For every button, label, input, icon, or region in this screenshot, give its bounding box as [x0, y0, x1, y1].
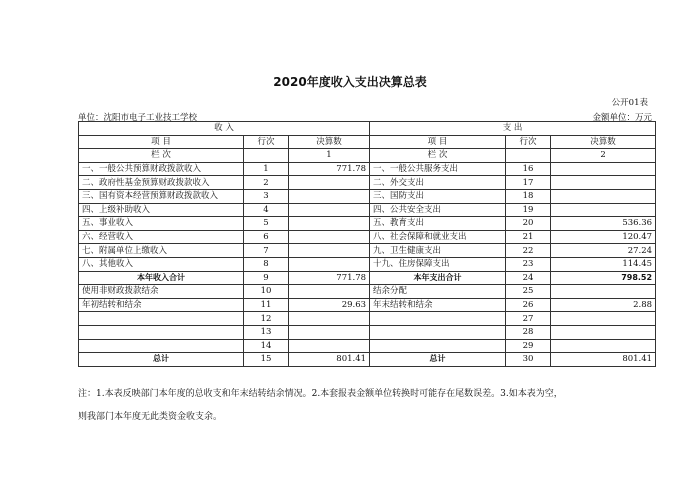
form-number: 公开01表 [611, 98, 648, 108]
income-item-cell: 三、国有资本经营预算财政拨款收入 [79, 189, 244, 203]
footnote-line-2: 则我部门本年度无此类资金收支余。 [78, 412, 223, 422]
expense-line-cell: 16 [506, 162, 551, 176]
expense-item-cell: 十九、住房保障支出 [370, 257, 506, 271]
income-item-cell: 七、附属单位上缴收入 [79, 244, 244, 258]
expense-line-cell: 20 [506, 217, 551, 231]
income-amount-cell: 771.78 [289, 271, 370, 285]
income-amount-cell: 29.63 [289, 298, 370, 312]
expense-amount-cell: 798.52 [551, 271, 656, 285]
expense-amount-cell: 536.36 [551, 217, 656, 231]
expense-line-cell: 23 [506, 257, 551, 271]
income-amount-cell: 801.41 [289, 353, 370, 367]
expense-line-cell: 22 [506, 244, 551, 258]
income-line-cell: 13 [244, 325, 289, 339]
expense-item-header: 项 目 [370, 135, 506, 149]
income-item-cell: 二、政府性基金预算财政拨款收入 [79, 176, 244, 190]
expense-amount-cell: 114.45 [551, 257, 656, 271]
footnote-line-1: 注：1.本表反映部门本年度的总收支和年末结转结余情况。2.本套报表金额单位转换时可能存在尾数误差。3.如本表为空， [78, 389, 563, 399]
income-amount-cell [289, 189, 370, 203]
income-header: 收 入 [79, 122, 370, 136]
expense-line-cell: 27 [506, 312, 551, 326]
expense-item-cell: 总计 [370, 353, 506, 367]
table-row [79, 189, 656, 203]
income-line-cell: 15 [244, 353, 289, 367]
income-amount-cell [289, 257, 370, 271]
income-line-cell: 1 [244, 162, 289, 176]
income-item-cell: 使用非财政拨款结余 [79, 285, 244, 299]
expense-item-cell: 五、教育支出 [370, 217, 506, 231]
income-line-cell: 12 [244, 312, 289, 326]
header-row-sections [79, 122, 656, 136]
expense-item-cell: 年末结转和结余 [370, 298, 506, 312]
income-line-cell: 14 [244, 339, 289, 353]
income-line-cell: 5 [244, 217, 289, 231]
table-row [79, 230, 656, 244]
income-amount-cell [289, 176, 370, 190]
income-amount-cell: 771.78 [289, 162, 370, 176]
income-item-cell [79, 325, 244, 339]
expense-item-cell: 九、卫生健康支出 [370, 244, 506, 258]
income-item-cell: 五、事业收入 [79, 217, 244, 231]
column-index-row [79, 149, 656, 163]
income-item-cell: 本年收入合计 [79, 271, 244, 285]
expense-line-cell: 17 [506, 176, 551, 190]
table-row [79, 298, 656, 312]
income-item-cell [79, 312, 244, 326]
reporting-unit: 单位：沈阳市电子工业技工学校 [78, 113, 198, 123]
expense-amount-cell: 801.41 [551, 353, 656, 367]
income-item-header: 项 目 [79, 135, 244, 149]
income-amount-cell [289, 217, 370, 231]
income-line-cell: 3 [244, 189, 289, 203]
income-line-cell: 10 [244, 285, 289, 299]
income-amount-cell [289, 339, 370, 353]
table-row [79, 325, 656, 339]
income-amount-cell [289, 244, 370, 258]
income-amount-header: 决算数 [289, 135, 370, 149]
expense-line-header: 行次 [506, 135, 551, 149]
income-line-cell: 4 [244, 203, 289, 217]
expense-line-cell: 29 [506, 339, 551, 353]
expense-line-cell: 21 [506, 230, 551, 244]
income-item-cell: 年初结转和结余 [79, 298, 244, 312]
expense-line-cell: 24 [506, 271, 551, 285]
income-line-cell: 8 [244, 257, 289, 271]
income-item-cell: 四、上级补助收入 [79, 203, 244, 217]
income-item-cell: 总计 [79, 353, 244, 367]
income-column-label: 栏 次 [79, 149, 244, 163]
income-line-cell: 2 [244, 176, 289, 190]
income-line-cell: 9 [244, 271, 289, 285]
expense-line-cell: 25 [506, 285, 551, 299]
expense-amount-cell [551, 312, 656, 326]
expense-column-label: 栏 次 [370, 149, 506, 163]
expense-line-cell: 19 [506, 203, 551, 217]
income-amount-cell [289, 312, 370, 326]
expense-amount-cell [551, 285, 656, 299]
expense-item-cell: 三、国防支出 [370, 189, 506, 203]
income-item-cell: 八、其他收入 [79, 257, 244, 271]
table-row [79, 285, 656, 299]
expense-item-cell [370, 339, 506, 353]
expense-header: 支 出 [370, 122, 656, 136]
expense-column-index: 2 [551, 149, 656, 163]
expense-amount-cell [551, 325, 656, 339]
income-amount-cell [289, 325, 370, 339]
table-row [79, 312, 656, 326]
table-row [79, 353, 656, 367]
expense-line-cell: 28 [506, 325, 551, 339]
expense-line-cell: 26 [506, 298, 551, 312]
table-row [79, 162, 656, 176]
expense-amount-cell [551, 189, 656, 203]
table-row [79, 203, 656, 217]
income-item-cell: 六、经营收入 [79, 230, 244, 244]
income-column-index: 1 [289, 149, 370, 163]
income-amount-cell [289, 285, 370, 299]
table-row [79, 217, 656, 231]
expense-item-cell [370, 312, 506, 326]
expense-amount-cell [551, 203, 656, 217]
expense-amount-cell [551, 339, 656, 353]
expense-amount-cell [551, 176, 656, 190]
expense-item-cell: 本年支出合计 [370, 271, 506, 285]
expense-column-blank [506, 149, 551, 163]
expense-item-cell: 二、外交支出 [370, 176, 506, 190]
table-row [79, 257, 656, 271]
expense-item-cell: 结余分配 [370, 285, 506, 299]
table-row [79, 176, 656, 190]
table-row [79, 339, 656, 353]
expense-amount-cell: 2.88 [551, 298, 656, 312]
budget-summary-table [78, 121, 656, 367]
expense-amount-cell: 120.47 [551, 230, 656, 244]
expense-amount-header: 决算数 [551, 135, 656, 149]
expense-item-cell: 四、公共安全支出 [370, 203, 506, 217]
income-amount-cell [289, 230, 370, 244]
income-amount-cell [289, 203, 370, 217]
expense-amount-cell [551, 162, 656, 176]
income-item-cell: 一、一般公共预算财政拨款收入 [79, 162, 244, 176]
header-row-columns [79, 135, 656, 149]
table-row [79, 271, 656, 285]
page-title: 2020年度收入支出决算总表 [273, 75, 427, 89]
table-row [79, 244, 656, 258]
expense-item-cell [370, 325, 506, 339]
expense-line-cell: 18 [506, 189, 551, 203]
amount-unit: 金额单位：万元 [592, 113, 652, 123]
income-line-cell: 6 [244, 230, 289, 244]
expense-line-cell: 30 [506, 353, 551, 367]
income-line-header: 行次 [244, 135, 289, 149]
expense-item-cell: 一、一般公共服务支出 [370, 162, 506, 176]
income-line-cell: 7 [244, 244, 289, 258]
income-line-cell: 11 [244, 298, 289, 312]
expense-item-cell: 八、社会保障和就业支出 [370, 230, 506, 244]
income-item-cell [79, 339, 244, 353]
expense-amount-cell: 27.24 [551, 244, 656, 258]
income-column-blank [244, 149, 289, 163]
